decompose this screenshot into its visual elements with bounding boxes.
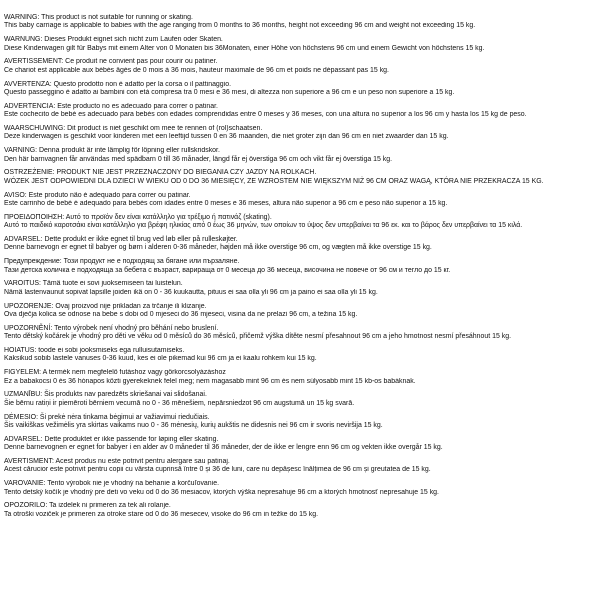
warning-block-et: [4, 347, 600, 364]
warning-heading: HOIATUS: toode ei sobi jooksmiseks ega rulluisutamiseks.: [4, 347, 185, 355]
warning-block-lt: [4, 414, 600, 431]
warning-detail: Denne barnevognen er egnet for babyer i en alder av 0 måneder til 36 måneder, der de ikke er lengre enn 96 cm og vekten ikke overgår 15 kg.: [4, 444, 443, 452]
warning-detail: Den här barnvagnen får användas med spädbarn 0 till 36 månader, längd får ej överstiga 96 cm och vikt får ej överstiga 15 kg.: [4, 155, 393, 163]
warning-heading: WARNUNG: Dieses Produkt eignet sich nicht zum Laufen oder Skaten.: [4, 36, 223, 44]
warning-block-nl: [4, 125, 600, 142]
warning-detail: Kaksikud sobib lastele vanuses 0-36 kuud, kes ei ole pikemad kui 96 cm ja ei kaalu rohkem kui 15 kg.: [4, 355, 317, 363]
warning-block-it: [4, 81, 600, 98]
warning-detail: WÓZEK JEST ODPOWIEDNI DLA DZIECI W WIEKU OD 0 DO 36 MIESIĘCY, ZE WZROSTEM NIE WIĘKSZYM NIŻ 96 CM ORAZ WAGĄ, KTÓRA NIE PRZEKRACZA 15 KG.: [4, 177, 544, 185]
warning-heading: ADVARSEL: Dette produktet er ikke passende for løping eller skating.: [4, 435, 219, 443]
warning-block-fr: [4, 58, 600, 75]
warning-detail: Questo passeggino è adatto ai bambini con età compresa tra 0 mesi e 36 mesi, di altezza non superiore a 96 cm e un peso non superiore a 15 kg.: [4, 89, 455, 97]
warning-detail: Тази детска количка е подходяща за бебета с възраст, варираща от 0 месеца до 36 месеца, височина не повече от 96 см и тегло до 15 кг.: [4, 266, 451, 274]
warning-detail: Deze kinderwagen is geschikt voor kinderen met een leeftijd tussen 0 en 36 maanden, die niet groter zijn dan 96 cm en niet zwaarder dan 15 kg.: [4, 133, 449, 141]
warning-detail: Denne barnevogn er egnet til babyer og børn i alderen 0-36 måneder, højden må ikke overstige 96 cm, og vægten må ikke overstige 15 kg.: [4, 244, 432, 252]
warning-heading: ΠΡΟΕΙΔΟΠΟΙΗΣΗ: Αυτό το προϊόν δεν είναι κατάλληλο για τρέξιμο ή πατινάζ (skating).: [4, 213, 272, 221]
warning-block-cs: [4, 325, 600, 342]
warning-block-no: [4, 436, 600, 453]
warning-block-pt: [4, 192, 600, 209]
warning-heading: FIGYELEM: A termék nem megfelelő futáshoz vagy görkorcsolyázáshoz: [4, 369, 226, 377]
warning-block-sk: [4, 480, 600, 497]
warning-block-en: [4, 14, 600, 31]
warning-block-lv: [4, 391, 600, 408]
warning-block-sv: [4, 147, 600, 164]
warning-heading: AVERTISMENT: Acest produs nu este potrivit pentru alergare sau patinaj.: [4, 458, 230, 466]
warning-detail: Šie bērnu ratiņi ir piemēroti bērniem vecumā no 0 - 36 mēnešiem, nepārsniedzot 96 cm augstumā un 15 kg svarā.: [4, 399, 355, 407]
warning-block-de: [4, 36, 600, 53]
warning-block-sl: [4, 502, 600, 519]
warning-detail: This baby carriage is applicable to babies with the age ranging from 0 months to 36 months, height not exceeding 96 cm and weight not exceeding 15 kg.: [4, 22, 476, 30]
warning-heading: AVISO: Este produto não é adequado para correr ou patinar.: [4, 191, 191, 199]
warning-heading: UZMANĪBU: Šis produkts nav paredzēts skriešanai vai slidošanai.: [4, 391, 207, 399]
warning-detail: Acest cărucior este potrivit pentru copii cu vârsta cuprinsă între 0 și 36 de luni, care nu depășesc înălțimea de 96 cm și greutatea de 15 kg.: [4, 466, 431, 474]
warning-heading: VAROVANIE: Tento výrobok nie je vhodný na behanie a korčuľovanie.: [4, 480, 220, 488]
warning-detail: Tento dětský kočárek je vhodný pro děti ve věku od 0 měsíců do 36 měsíců, přičemž výška dítěte nesmí přesahnout 96 cm a jeho hmotnost nesmí přesáhnout 15 kg.: [4, 333, 512, 341]
warning-detail: Ez a babakocsi 0 és 36 hónapos közti gyerekeknek felel meg; nem magasabb mint 96 cm és nem súlyosabb mint 15 kb-os babáknak.: [4, 377, 416, 385]
warning-block-fi: [4, 280, 600, 297]
warning-detail: Nämä lastenvaunut sopivat lapsille joiden ikä on 0 - 36 kuukautta, pituus ei saa olla yli 96 cm ja paino ei saa olla yli 15 kg.: [4, 288, 378, 296]
warning-detail: Diese Kinderwagen gilt für Babys mit einem Alter von 0 Monaten bis 36Monaten, einer Höhe von höchstens 96 cm und einem Gewicht von höchstens 15 kg.: [4, 44, 485, 52]
warning-block-el: [4, 214, 600, 231]
warning-heading: VAROITUS: Tämä tuote ei sovi juoksemiseen tai luistelun.: [4, 280, 183, 288]
warning-heading: AVVERTENZA: Questo prodotto non è adatto per la corsa o il pattinaggio.: [4, 80, 232, 88]
warning-block-da: [4, 236, 600, 253]
warning-heading: UPOZORNĚNÍ: Tento výrobek není vhodný pro běhání nebo bruslení.: [4, 324, 219, 332]
warning-detail: Tento detský kočík je vhodný pre deti vo veku od 0 do 36 mesiacov, ktorých výška nepresahuje 96 cm a ktorých hmotnosť nepresahuje 15 kg.: [4, 488, 439, 496]
warning-block-bg: [4, 258, 600, 275]
warning-detail: Este cochecito de bebé es adecuado para bebés con edades comprendidas entre 0 meses y 36 meses, con una altura no superior a los 96 cm y hasta los 15 kg de peso.: [4, 111, 527, 119]
warning-detail: Ta otroški voziček je primeren za otroke stare od 0 do 36 mesecev, visoke do 96 cm in težke do 15 kg.: [4, 510, 319, 518]
warning-heading: OSTRZEŻENIE: PRODUKT NIE JEST PRZEZNACZONY DO BIEGANIA CZY JAZDY NA ROLKACH.: [4, 169, 317, 177]
warning-heading: AVERTISSEMENT: Ce produit ne convient pas pour courir ou patiner.: [4, 58, 218, 66]
warning-block-hr: [4, 303, 600, 320]
warning-heading: UPOZORENJE: Ovaj proizvod nije prikladan za trčanje ili klizanje.: [4, 302, 207, 310]
warning-heading: OPOZORILO: Ta izdelek ni primeren za tek ali rolanje.: [4, 502, 171, 510]
warning-heading: VARNING: Denna produkt är inte lämplig för löpning eller rullskridskor.: [4, 147, 220, 155]
warning-detail: Αυτό το παιδικό καροτσάκι είναι κατάλληλο για βρέφη ηλικίας από 0 έως 36 μηνών, των οποίων το ύψος δεν υπερβαίνει τα 96 εκ. και το βάρος δεν υπερβαίνει τα 15 κιλά.: [4, 222, 523, 230]
warning-detail: Ce chariot est applicable aux bébés âgés de 0 mois à 36 mois, hauteur maximale de 96 cm et poids ne dépassant pas 15 kg.: [4, 66, 389, 74]
warning-heading: DĖMESIO: Ši prekė nėra tinkama bėgimui ar važiavimui riedučiais.: [4, 413, 210, 421]
warning-detail: Este carrinho de bebé é adequado para bebés com idades entre 0 meses e 36 meses, altura não superior a 96 cm e peso não superior a 15 kg.: [4, 200, 448, 208]
warning-block-ro: [4, 458, 600, 475]
warnings-list: [4, 14, 600, 519]
warning-block-es: [4, 103, 600, 120]
warning-detail: Šis vaikiškas vežimėlis yra skirtas vaikams nuo 0 - 36 mėnesių, kurių aukštis ne didesnis nei 96 cm ir svoris neviršija 15 kg.: [4, 422, 383, 430]
warning-block-pl: [4, 169, 600, 186]
warning-block-hu: [4, 369, 600, 386]
warning-heading: Предупреждение: Този продукт не е подходящ за бягане или пързаляне.: [4, 258, 240, 266]
warning-heading: ADVERTENCIA: Este producto no es adecuado para correr o patinar.: [4, 102, 218, 110]
warning-heading: ADVARSEL: Dette produkt er ikke egnet til brug ved løb eller på rulleskøjter.: [4, 236, 238, 244]
warning-detail: Ova dječja kolica se odnose na bebe s dobi od 0 mjeseci do 36 mjeseci, visina da ne prelazi 96 cm, a težina 15 kg.: [4, 311, 358, 319]
warning-heading: WAARSCHUWING: Dit product is niet geschikt om mee te rennen of (rol)schaatsen.: [4, 125, 263, 133]
warning-heading: WARNING: This product is not suitable for running or skating.: [4, 14, 193, 21]
